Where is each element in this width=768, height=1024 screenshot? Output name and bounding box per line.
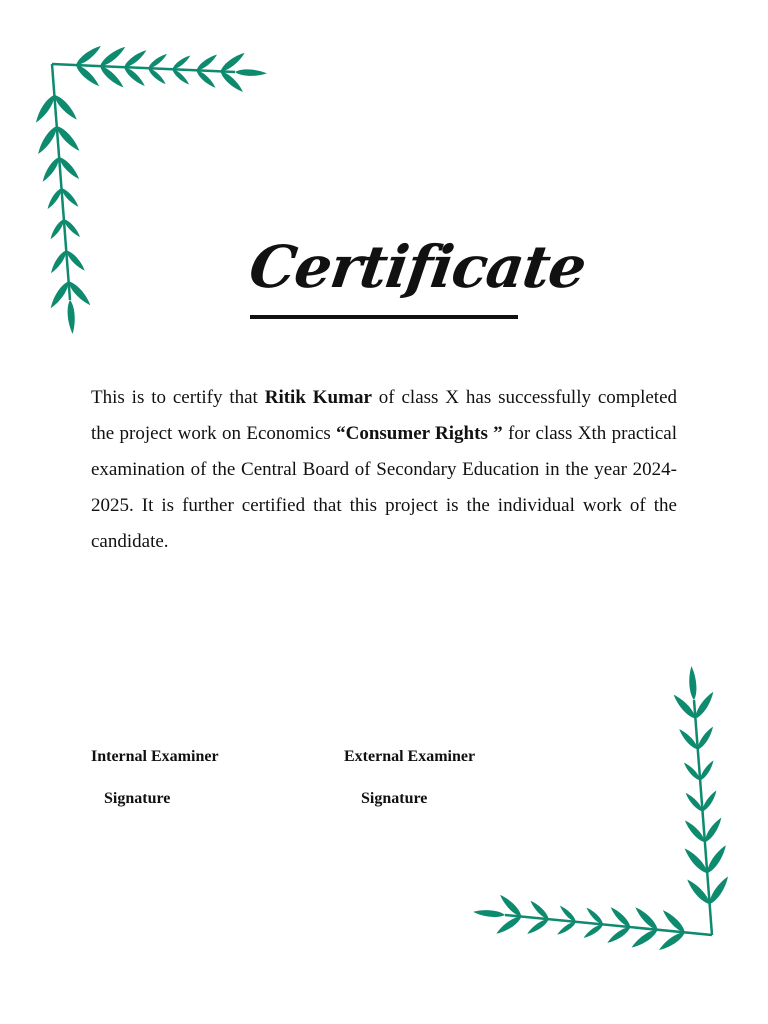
- laurel-leaf: [688, 666, 697, 700]
- laurel-leaf: [582, 922, 604, 939]
- body-text-1: This is to certify that: [91, 387, 265, 408]
- laurel-leaf: [707, 874, 731, 906]
- laurel-leaf: [195, 52, 219, 72]
- laurel-leaf: [704, 843, 729, 875]
- laurel-leaf: [630, 927, 660, 950]
- laurel-leaf: [33, 93, 57, 125]
- laurel-leaf: [494, 914, 523, 937]
- bottom-right-laurel-branch-icon: [473, 666, 731, 953]
- laurel-leaf: [74, 43, 103, 67]
- laurel-leaf: [700, 789, 718, 813]
- laurel-leaf: [67, 300, 76, 334]
- title-text: Certificate: [245, 233, 590, 301]
- laurel-leaf: [49, 249, 69, 275]
- certificate-title: [245, 222, 590, 322]
- internal-examiner-signature: Signature: [104, 790, 171, 807]
- laurel-leaf: [657, 930, 687, 953]
- laurel-leaf: [122, 48, 148, 70]
- body-text-2: of class X has successfully completed the project work on Economics: [91, 387, 677, 444]
- laurel-leaf: [473, 909, 505, 919]
- laurel-leaf: [556, 920, 577, 937]
- laurel-leaf: [526, 917, 550, 936]
- body-text-3: for class Xth practical examination of the Central Board of Secondary Education in the year 2024-2025. It is further certified that this project is the individual work of the candidate.: [91, 423, 678, 552]
- laurel-leaf: [45, 187, 63, 211]
- laurel-leaf: [695, 725, 715, 751]
- external-examiner-label: External Examiner: [344, 748, 476, 765]
- project-title: “Consumer Rights ”: [336, 423, 503, 444]
- title-underline: [250, 315, 518, 319]
- external-examiner-signature: Signature: [361, 790, 428, 807]
- internal-examiner-label: Internal Examiner: [91, 748, 219, 765]
- top-left-laurel-branch-icon: [33, 43, 267, 334]
- laurel-leaf: [48, 279, 72, 310]
- laurel-leaf: [606, 925, 632, 946]
- laurel-leaf: [702, 816, 724, 844]
- laurel-leaf: [35, 124, 60, 156]
- laurel-leaf: [48, 218, 66, 241]
- laurel-leaf: [40, 155, 62, 183]
- laurel-leaf: [98, 44, 127, 69]
- certificate-body: [91, 380, 677, 560]
- student-name: Ritik Kumar: [264, 387, 372, 408]
- laurel-leaf: [235, 69, 267, 77]
- laurel-leaf: [698, 759, 716, 782]
- laurel-leaf: [693, 690, 717, 721]
